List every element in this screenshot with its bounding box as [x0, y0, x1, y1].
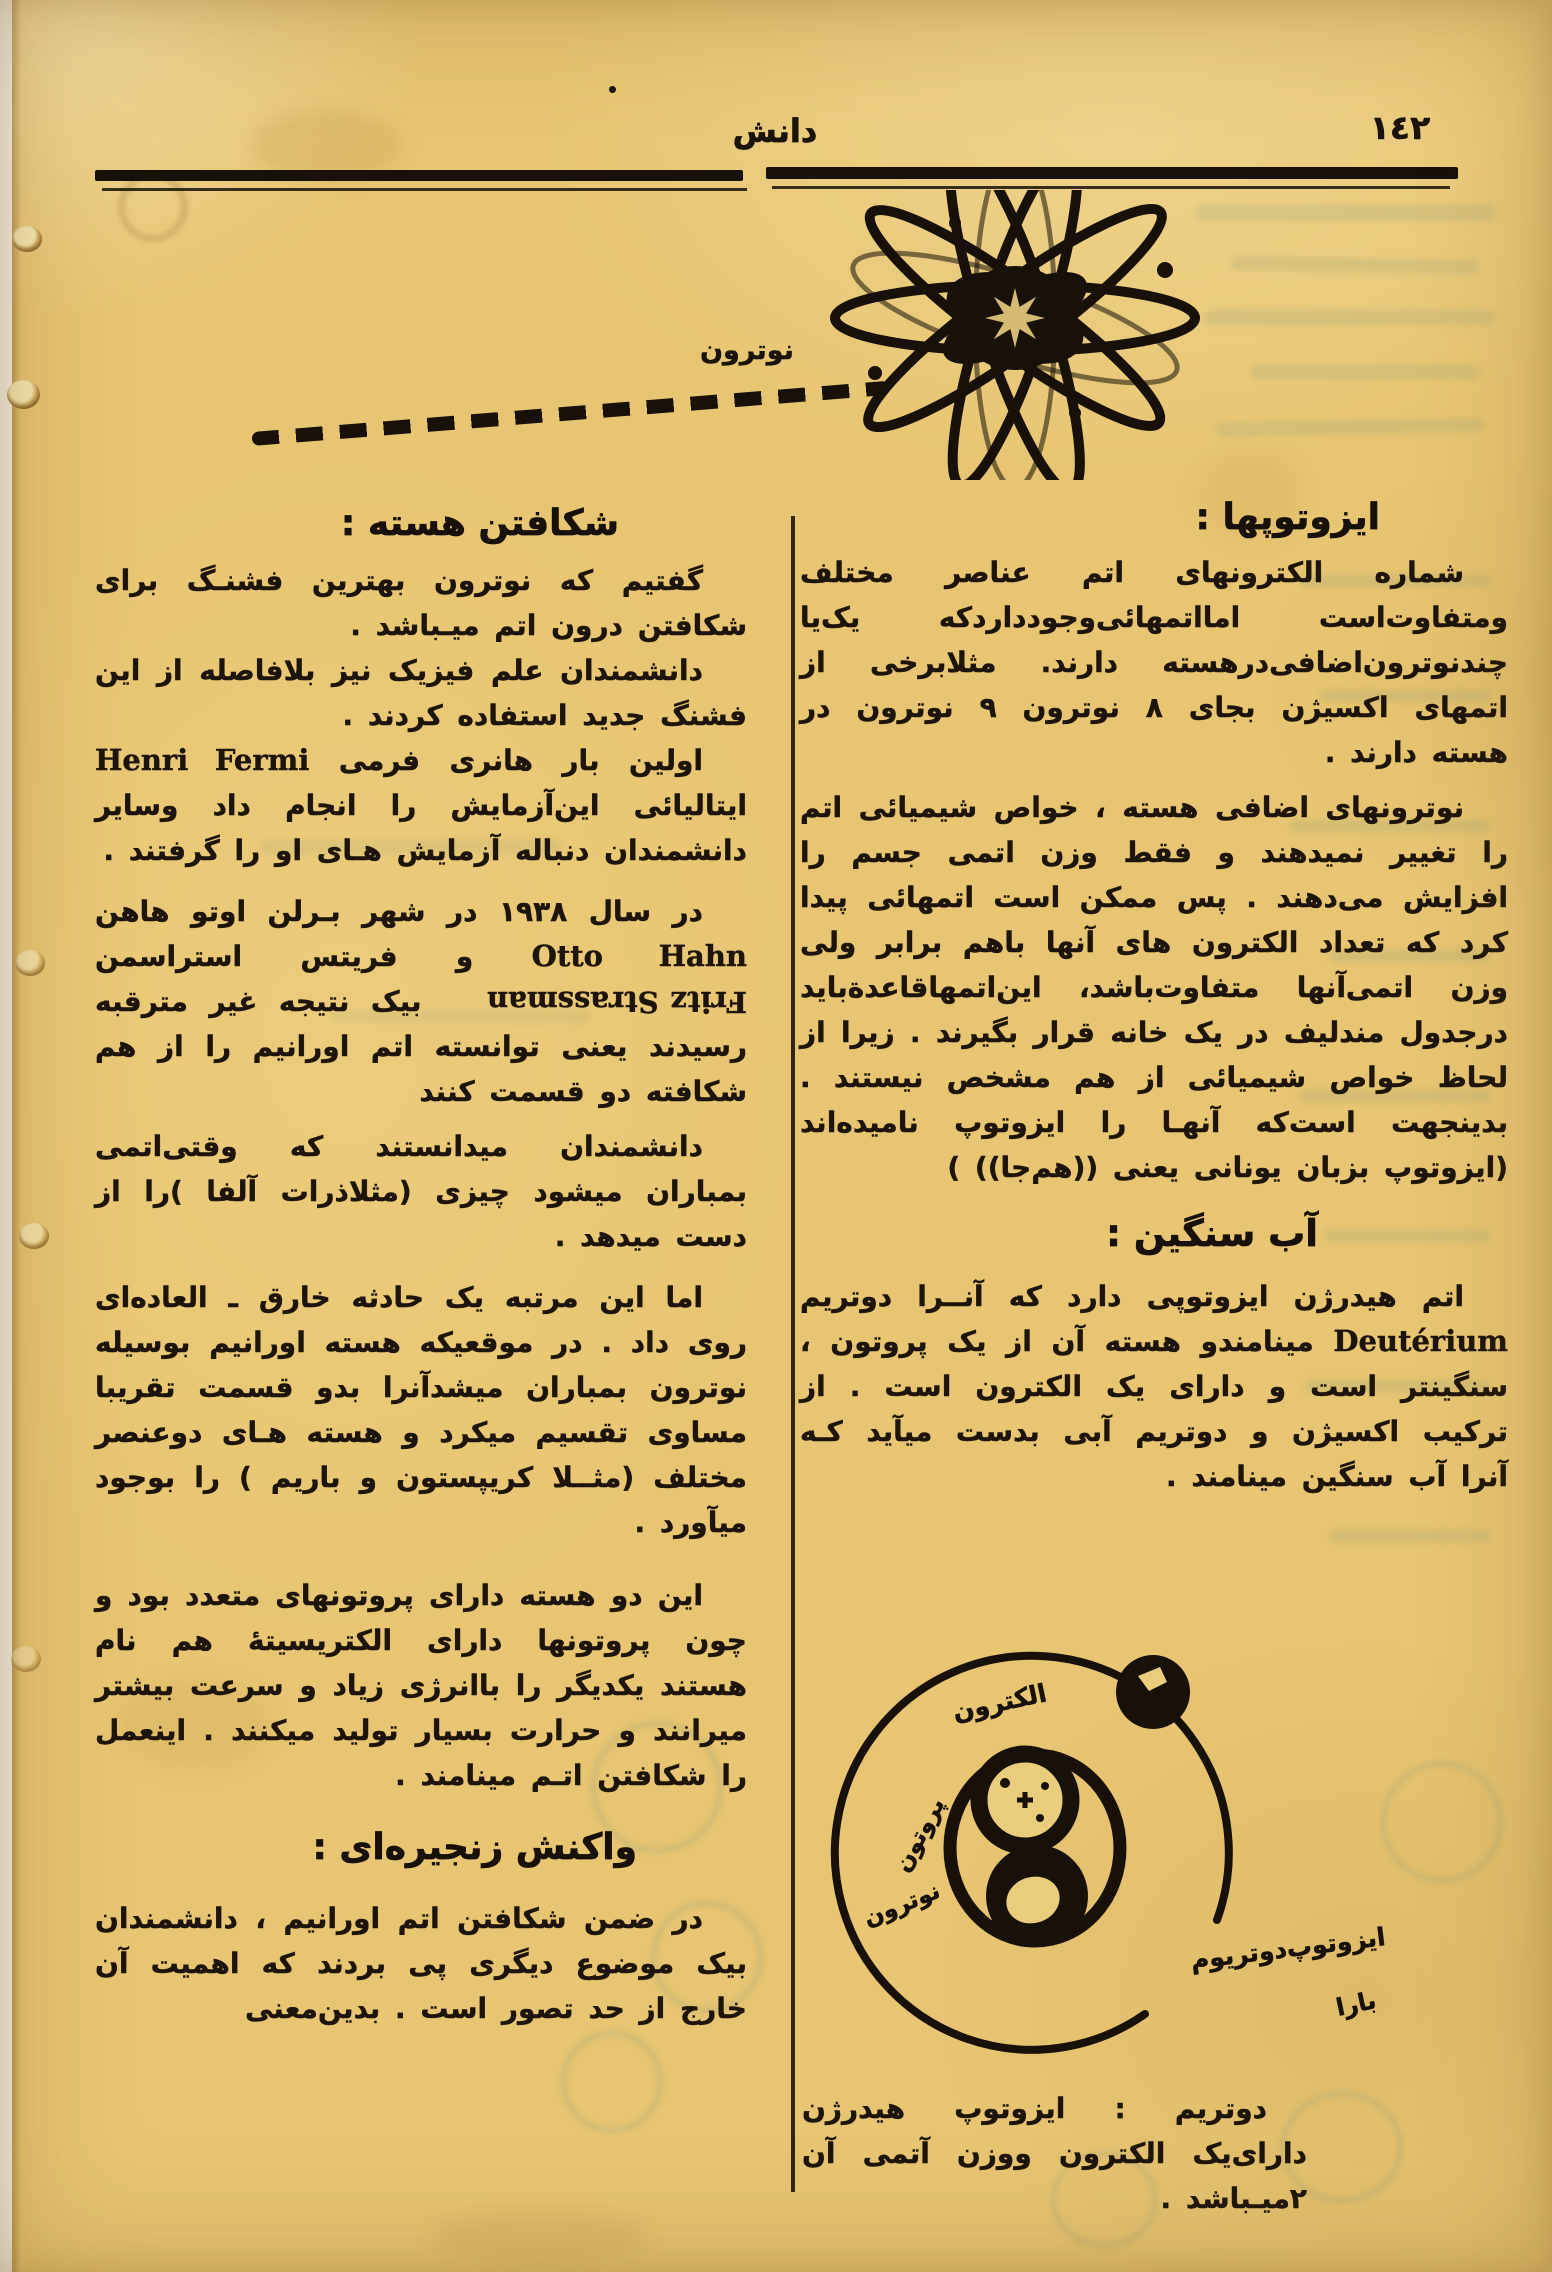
print-speck: [609, 86, 616, 93]
hahn-text-a: در سال ١٩٣٨ در شهر بـرلن اوتو هاهن: [95, 895, 703, 928]
fission-paragraph-4: [95, 889, 747, 1114]
neutron-trajectory-label: نوترون: [700, 335, 794, 366]
paper-edge-shadow: [12, 0, 21, 2272]
diagram-caption: [802, 2086, 1307, 2221]
henri-fermi-latin-name: Henri Fermi: [95, 743, 310, 777]
fission-paragraph-3: [95, 738, 747, 873]
electron-label: الکترون: [950, 1678, 1050, 1727]
deuterium-atom-diagram: [800, 1648, 1270, 2088]
diagram-caption-text: دوتریم : ایزوتوپ هیدرژن دارای‌یک الکترون ووزن آتمی آن ٢میـباشد .: [802, 2092, 1307, 2215]
journal-title: دانش: [732, 112, 818, 150]
binding-hole: [12, 226, 42, 252]
atom-starburst-illustration: [815, 190, 1245, 480]
binding-hole: [7, 380, 40, 409]
bleed-through: [1215, 418, 1485, 437]
deuterium-latin-name: Deutérium: [1333, 1324, 1508, 1358]
header-rule-thin: [102, 188, 747, 191]
fission-paragraph-2: دانشمندان علم فیزیک نیز بلافاصله از این فشنگ جدید استفاده کردند .: [95, 654, 747, 732]
hahn-text-b: و فریتس استراسمن: [95, 940, 532, 973]
fission-paragraph-1: گفتیم که نوترون بهترین فشنـگ برای شکافتن درون اتم میـباشد .: [95, 564, 747, 642]
otto-hahn-latin-name: Otto Hahn: [531, 939, 747, 973]
section-heading-isotopes: ایزوتوپها :: [1195, 497, 1380, 538]
stamp-ghost: [118, 172, 188, 242]
scan-edge: [0, 0, 12, 2272]
binding-hole: [19, 1223, 49, 1249]
isotopes-paragraph-1: شماره الکترونهای اتم عناصر مختلف ومتفاوت‌است امااتمهائی‌وجودداردکه یک‌یا چندنوترون‌اضافی‌درهسته دارند. مثلابرخی از اتمهای اکسیژن بجای ٨ نوترون ٩ نوترون در هسته دارند .: [800, 556, 1508, 769]
bleed-through: [1330, 1530, 1490, 1542]
star-core-highlight: [985, 288, 1045, 348]
bleed-through: [1380, 1760, 1504, 1884]
deuterium-isotope-label: ایزوتوپ‌دوتریوم: [1188, 1922, 1387, 1975]
fission-paragraph-7: این دو هسته دارای پروتونهای متعدد بود و چون پروتونها دارای الکتریسیتهٔ هم نام هستند یکدیگر را باانرژی زیاد و سرعت بیشتر میرانند و حرارت بسیار تولید میکنند . اینعمل را شکافتن اتـم مینامند .: [95, 1579, 747, 1792]
isotopes-paragraph-2: نوترونهای اضافی هسته ، خواص شیمیائی اتم را تغییر نمیدهند و فقط وزن اتمی جسم را افزایش می‌دهند . پس ممکن است اتمهائی پیدا کرد که تعداد الکترون های آنها باهم برابر ولی وزن اتمی‌آنها متفاوت‌باشد، این‌اتمهاقاعدةباید درجدول مندلیف در یک خانه قرار بگیرند . زیرا از لحاظ خواص شیمیائی از هم مشخص نیستند . بدینجهت است‌که آنهـا را ایزوتوپ نامیده‌اند (ایزوتوپ بزبان یونانی یعنی ((هم‌جا)) ): [800, 791, 1508, 1184]
heavy-water-text-b: مینامندو هسته آن از یک پروتون ، سنگینتر است و دارای یک الکترون است . از ترکیب اکسیژن و دوتریم آبی بدست میآید کـه آنرا آب سنگین مینامند .: [800, 1325, 1508, 1493]
section-heading-chain-reaction: واکنش زنجیره‌ای :: [312, 1827, 637, 1868]
column-divider: [791, 516, 795, 2192]
bleed-through: [1250, 365, 1480, 379]
fermi-text-b: ایتالیائی این‌آزمایش را انجام داد وسایر دانشمندان دنباله آزمایش هـای او را گرفتند .: [95, 789, 747, 867]
neutron-dashed-line: [251, 381, 890, 446]
heavy-water-paragraph: [800, 1274, 1508, 1499]
proton-label: پروتون: [889, 1793, 951, 1877]
bleed-through: [1230, 256, 1480, 274]
heavy-water-text-a: اتم هیدرژن ایزوتوپی دارد که آنــرا دوتریم: [800, 1280, 1464, 1313]
binding-hole: [15, 950, 45, 976]
bleed-through: [1205, 310, 1495, 325]
section-heading-fission: شکافتن هسته :: [340, 503, 619, 544]
hahn-text-c: بیک نتیجه غیر مترقبه رسیدند یعنی توانسته اتم اورانیم را از هم شکافته دو قسمت کنند: [95, 985, 747, 1108]
header-rule: [95, 170, 743, 181]
chain-reaction-paragraph: در ضمن شکافتن اتم اورانیم ، دانشمندان بیک موضوع دیگری پی بردند که اهمیت آن خارج از حد تصور است . بدین‌معنی: [95, 1902, 747, 2025]
neutron-label: نوترون: [860, 1877, 944, 1933]
section-heading-heavy-water: آب سنگین :: [1106, 1212, 1318, 1255]
fission-paragraph-5: دانشمندان میدانستند که وقتی‌اتمی بمباران میشود چیزی (مثلاذرات آلفا )را از دست میدهد .: [95, 1130, 747, 1253]
fermi-text-a: اولین بار هانری فرمی: [309, 744, 704, 777]
electron-dot: [1116, 1655, 1190, 1729]
strassman-latin-name-upside-down: Fritz Strassman: [487, 985, 747, 1019]
header-rule: [766, 167, 1458, 179]
left-column: [95, 498, 747, 2031]
deuterium-isotope-label-2: بارا: [1333, 1986, 1379, 2022]
bleed-through: [560, 2030, 664, 2134]
paper-stain: [430, 2210, 650, 2260]
fission-paragraph-6: اما این مرتبه یک حادثه خارق ـ العاده‌ای روی داد . در موقعیکه هسته اورانیم بوسیله نوترون بمباران میشدآنرا بدو قسمت تقریبا مساوی تقسیم میکرد و هسته هـای دوعنصر مختلف (مثــلا کریپستون و باریم ) را بوجود میآورد .: [95, 1281, 747, 1539]
right-column: [800, 492, 1508, 1499]
binding-hole: [11, 1646, 41, 1672]
header-rule-thin: [772, 186, 1450, 189]
page-number: ١٤٢: [1369, 108, 1431, 147]
